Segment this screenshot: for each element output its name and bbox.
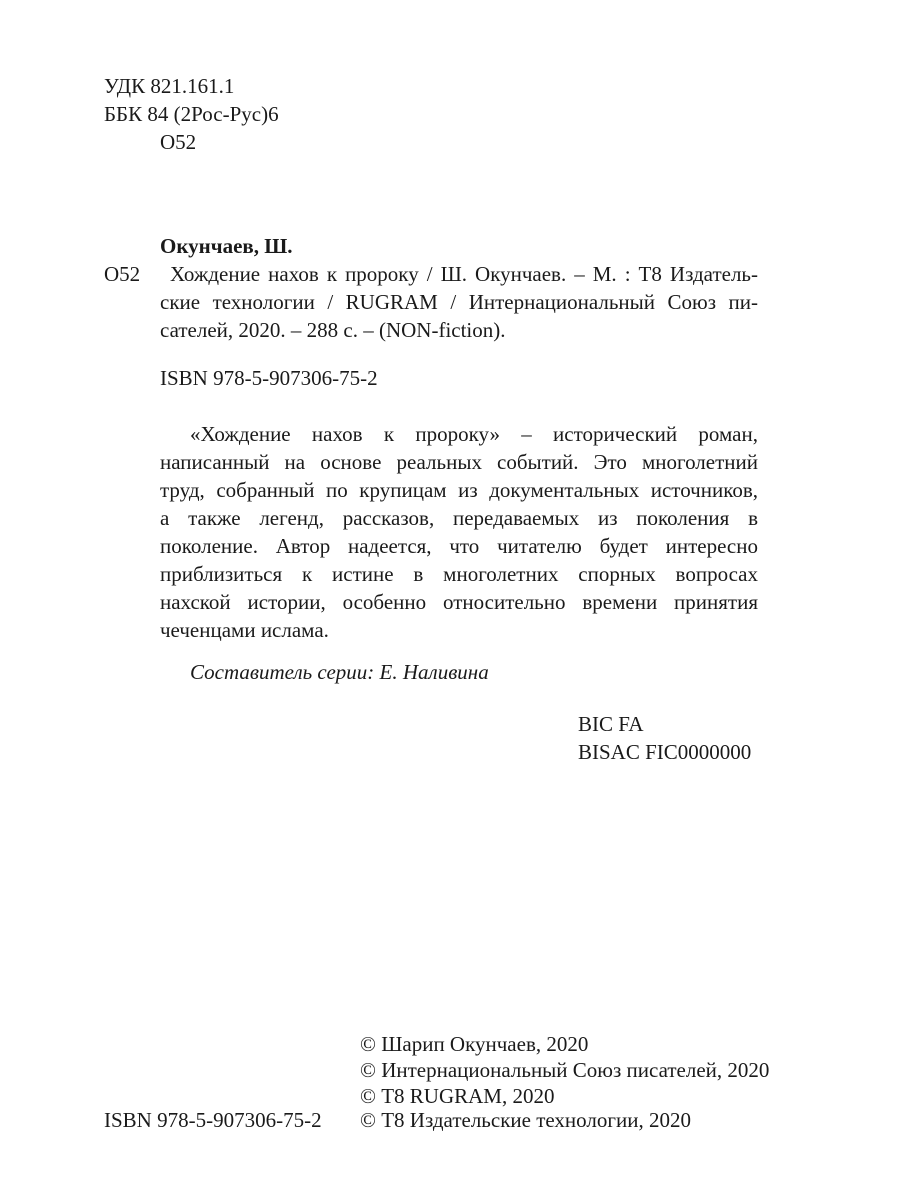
annotation-line: нахской истории, особенно относительно времени принятия xyxy=(160,590,758,614)
footer-isbn: ISBN 978-5-907306-75-2 xyxy=(104,1108,322,1132)
record-line: ские технологии / RUGRAM / Интернациональный Союз пи- xyxy=(160,290,758,314)
annotation-line: поколение. Автор надеется, что читателю будет интересно xyxy=(160,534,758,558)
annotation-line: написанный на основе реальных событий. Это многолетний xyxy=(160,450,758,474)
copyright-line: © Интернациональный Союз писателей, 2020 xyxy=(360,1058,770,1082)
copyright-line: © Т8 RUGRAM, 2020 xyxy=(360,1084,555,1108)
annotation-line: чеченцами ислама. xyxy=(160,618,329,642)
udk-code: УДК 821.161.1 xyxy=(104,74,235,98)
series-compiler: Составитель серии: Е. Наливина xyxy=(190,660,489,684)
record-isbn: ISBN 978-5-907306-75-2 xyxy=(160,366,378,390)
annotation-line: «Хождение нахов к пророку» – исторический роман, xyxy=(190,422,758,446)
annotation-line: а также легенд, рассказов, передаваемых из поколения в xyxy=(160,506,758,530)
copyright-line: © Т8 Издательские технологии, 2020 xyxy=(360,1108,691,1132)
author-mark: О52 xyxy=(160,130,197,154)
record-line: Хождение нахов к пророку / Ш. Окунчаев. – М. : Т8 Издатель- xyxy=(170,262,758,286)
copyright-line: © Шарип Окунчаев, 2020 xyxy=(360,1032,589,1056)
annotation-line: приблизиться к истине в многолетних спорных вопросах xyxy=(160,562,758,586)
annotation-line: труд, собранный по крупицам из документальных источников, xyxy=(160,478,758,502)
bbk-code: ББК 84 (2Рос-Рус)6 xyxy=(104,102,279,126)
bisac-code: BISAC FIC0000000 xyxy=(578,740,752,764)
record-author-mark: О52 xyxy=(104,262,141,286)
record-author: Окунчаев, Ш. xyxy=(160,234,293,258)
record-line: сателей, 2020. – 288 с. – (NON-fiction). xyxy=(160,318,506,342)
bic-code: BIC FA xyxy=(578,712,644,736)
